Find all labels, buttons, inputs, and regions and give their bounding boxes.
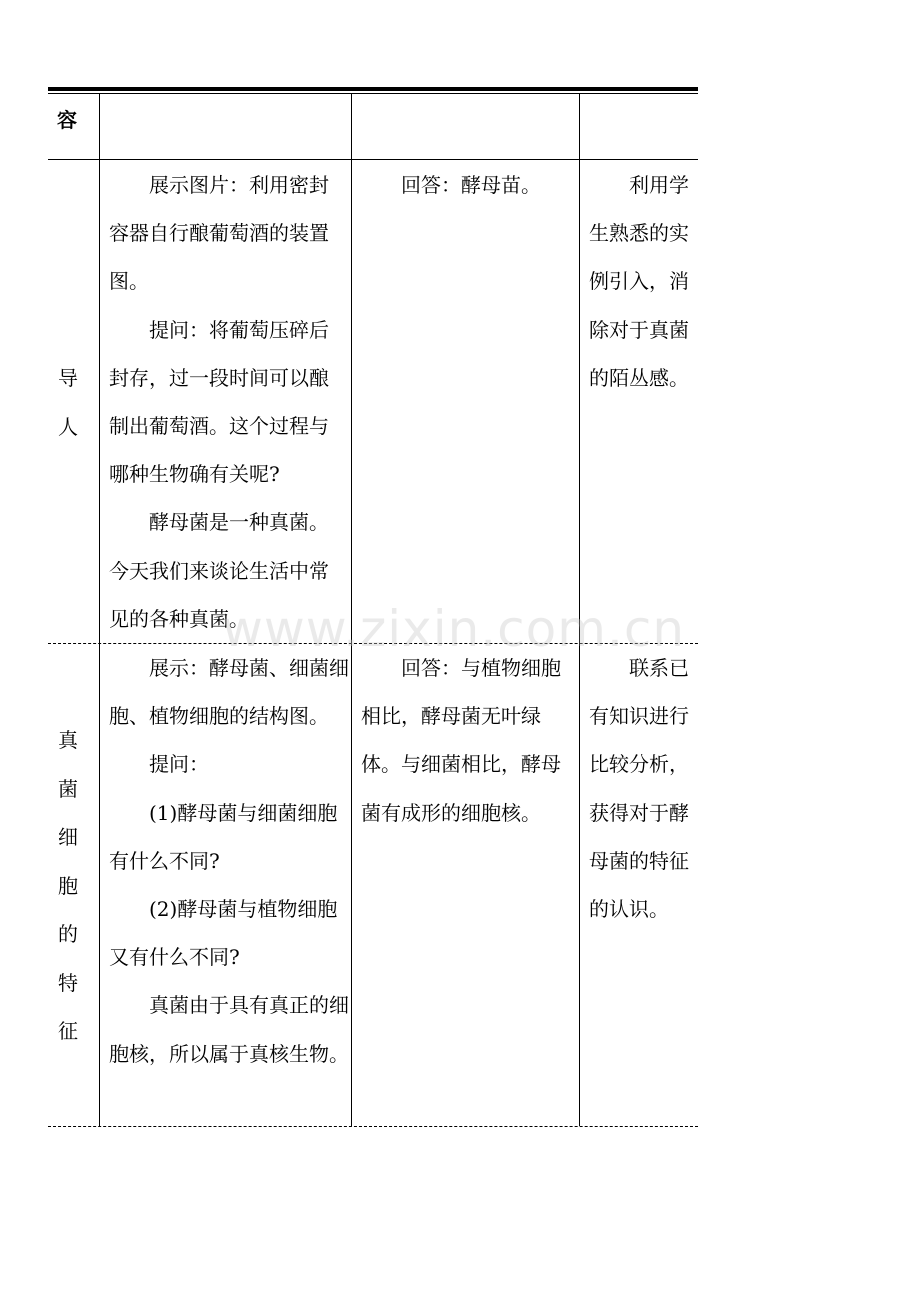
row-label-char: 细 (58, 825, 78, 849)
teacher-paragraph: (1)酵母菌与细菌细胞有什么不同? (109, 800, 338, 873)
teacher-paragraph: (2)酵母菌与植物细胞又有什么不同? (109, 897, 338, 970)
intent-paragraph: 联系已有知识进行比较分析，获得对于酵母菌的特征的认识。 (589, 656, 689, 922)
row-label-char: 菌 (58, 776, 78, 801)
row-label-fungal-cell-features (52, 716, 84, 1056)
teacher-paragraph: 展示：酵母菌、细菌细胞、植物细胞的结构图。 (109, 656, 349, 729)
watermark: www.zixin.com.cn (222, 600, 686, 658)
top-thick-rule (48, 87, 698, 91)
teacher-paragraph: 展示图片：利用密封容器自行酿葡萄酒的装置图。 (109, 173, 329, 294)
teacher-paragraph: 真菌由于具有真正的细胞核，所以属于真核生物。 (109, 993, 349, 1066)
student-activity-cell (361, 644, 577, 837)
bottom-rule-dashed (48, 1126, 698, 1127)
row-label-char: 的 (58, 922, 78, 946)
row-label-char: 特 (58, 970, 78, 995)
teacher-paragraph: 提问：将葡萄压碎后封存，过一段时间可以酿制出葡萄酒。这个过程与哪种生物确有关呢? (109, 317, 329, 487)
header-row-rule (48, 159, 698, 160)
student-paragraph: 回答：酵母苗。 (401, 173, 541, 197)
student-activity-cell (361, 161, 575, 209)
teacher-activity-cell (109, 161, 346, 643)
row-label-char: 导 (58, 366, 78, 390)
row-label-intro (52, 354, 84, 451)
row-label-char: 胞 (58, 873, 78, 898)
design-intent-cell (589, 161, 693, 402)
student-paragraph: 回答：与植物细胞相比，酵母菌无叶绿体。与细菌相比，酵母菌有成形的细胞核。 (361, 656, 561, 825)
row-label-char: 征 (58, 1019, 78, 1043)
row-label-char: 真 (58, 728, 78, 752)
teacher-paragraph: 提问： (149, 752, 209, 777)
intent-paragraph: 利用学生熟悉的实例引入，消除对于真菌的陌丛感。 (589, 173, 689, 390)
top-thin-rule (48, 93, 698, 94)
design-intent-cell (589, 644, 693, 933)
header-first-column-label: 容 (57, 108, 77, 132)
teacher-activity-cell (109, 644, 350, 1078)
row-label-char: 人 (58, 414, 78, 439)
column-divider-1 (99, 94, 100, 1126)
teacher-paragraph: 酵母菌是一种真菌。今天我们来谈论生活中常见的各种真菌。 (109, 510, 329, 631)
